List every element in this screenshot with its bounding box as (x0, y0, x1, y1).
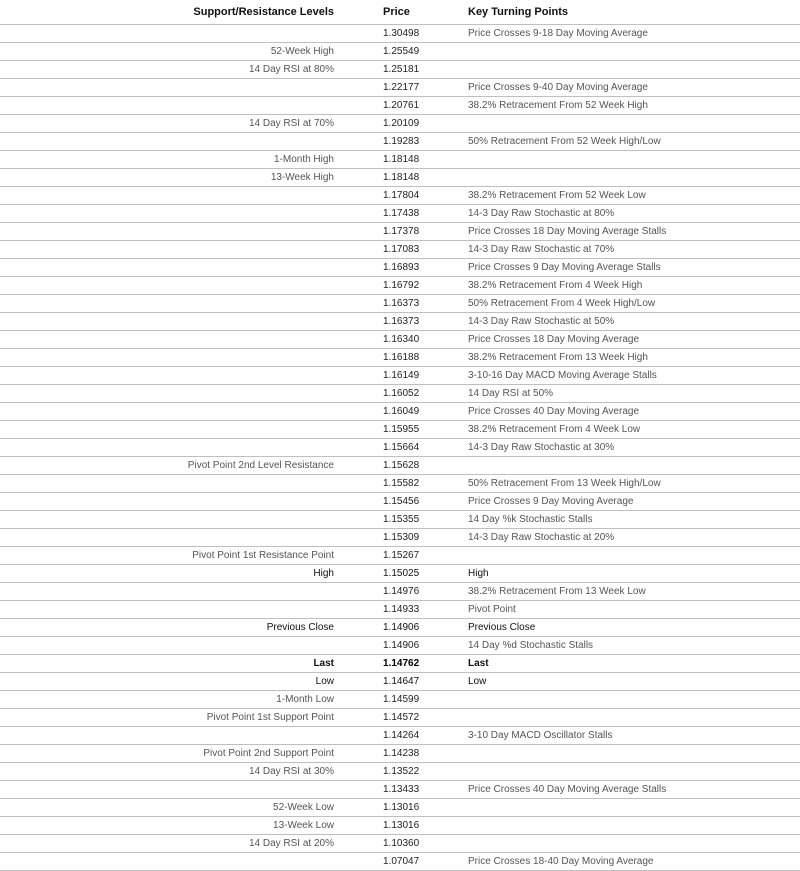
header-price: Price (343, 0, 458, 25)
price-cell: 1.15628 (343, 457, 458, 475)
support-resistance-cell (0, 439, 343, 457)
table-row (0, 457, 800, 475)
table-row (0, 403, 800, 421)
table-row (0, 25, 800, 43)
support-resistance-cell (0, 367, 343, 385)
table-row (0, 439, 800, 457)
key-turning-point-cell: 14-3 Day Raw Stochastic at 20% (458, 529, 800, 547)
support-resistance-cell (0, 313, 343, 331)
table-row (0, 313, 800, 331)
key-turning-point-cell: 50% Retracement From 13 Week High/Low (458, 475, 800, 493)
key-turning-point-cell (458, 835, 800, 853)
price-cell: 1.15456 (343, 493, 458, 511)
support-resistance-cell (0, 853, 343, 871)
support-resistance-cell (0, 187, 343, 205)
price-cell: 1.17083 (343, 241, 458, 259)
key-turning-point-cell: 14 Day %d Stochastic Stalls (458, 637, 800, 655)
table-row (0, 529, 800, 547)
support-resistance-cell (0, 403, 343, 421)
support-resistance-cell (0, 25, 343, 43)
support-resistance-cell (0, 205, 343, 223)
table-row (0, 817, 800, 835)
support-resistance-cell (0, 511, 343, 529)
key-turning-point-cell: 14 Day RSI at 50% (458, 385, 800, 403)
price-cell: 1.15309 (343, 529, 458, 547)
price-cell: 1.14264 (343, 727, 458, 745)
table-row (0, 97, 800, 115)
key-turning-point-cell: 14-3 Day Raw Stochastic at 80% (458, 205, 800, 223)
price-cell: 1.16049 (343, 403, 458, 421)
price-cell: 1.16792 (343, 277, 458, 295)
table-row (0, 853, 800, 871)
price-cell: 1.13433 (343, 781, 458, 799)
key-turning-point-cell: Low (458, 673, 800, 691)
key-turning-point-cell: 14 Day %k Stochastic Stalls (458, 511, 800, 529)
price-cell: 1.18148 (343, 169, 458, 187)
table-row (0, 691, 800, 709)
price-cell: 1.22177 (343, 79, 458, 97)
key-turning-point-cell: 14-3 Day Raw Stochastic at 50% (458, 313, 800, 331)
key-turning-point-cell: Price Crosses 9 Day Moving Average Stalls (458, 259, 800, 277)
price-cell: 1.15582 (343, 475, 458, 493)
header-support-resistance: Support/Resistance Levels (0, 0, 343, 25)
price-cell: 1.25549 (343, 43, 458, 61)
key-turning-point-cell (458, 169, 800, 187)
table-row (0, 133, 800, 151)
table-row (0, 655, 800, 673)
key-turning-point-cell (458, 43, 800, 61)
key-turning-point-cell (458, 691, 800, 709)
table-row (0, 709, 800, 727)
table-row (0, 259, 800, 277)
table-row (0, 745, 800, 763)
price-cell: 1.15955 (343, 421, 458, 439)
price-cell: 1.15664 (343, 439, 458, 457)
table-row (0, 565, 800, 583)
table-row (0, 187, 800, 205)
table-row (0, 277, 800, 295)
support-resistance-cell: High (0, 565, 343, 583)
table-row (0, 241, 800, 259)
price-cell: 1.14762 (343, 655, 458, 673)
key-turning-point-cell (458, 799, 800, 817)
table-row (0, 727, 800, 745)
price-cell: 1.14906 (343, 619, 458, 637)
key-turning-point-cell: 50% Retracement From 52 Week High/Low (458, 133, 800, 151)
key-turning-point-cell: Price Crosses 9-40 Day Moving Average (458, 79, 800, 97)
price-cell: 1.17804 (343, 187, 458, 205)
support-resistance-cell (0, 133, 343, 151)
key-turning-point-cell (458, 709, 800, 727)
key-turning-point-cell: Price Crosses 18 Day Moving Average Stalls (458, 223, 800, 241)
table-row (0, 79, 800, 97)
key-turning-point-cell: 38.2% Retracement From 52 Week Low (458, 187, 800, 205)
table-row (0, 151, 800, 169)
support-resistance-cell (0, 331, 343, 349)
support-resistance-cell (0, 583, 343, 601)
header-key-turning-points: Key Turning Points (458, 0, 800, 25)
table-row (0, 547, 800, 565)
price-cell: 1.16188 (343, 349, 458, 367)
table-row (0, 511, 800, 529)
table-row (0, 583, 800, 601)
price-cell: 1.14976 (343, 583, 458, 601)
support-resistance-cell: 13-Week High (0, 169, 343, 187)
key-turning-point-cell: Price Crosses 9-18 Day Moving Average (458, 25, 800, 43)
table-row (0, 367, 800, 385)
key-turning-point-cell: 38.2% Retracement From 4 Week Low (458, 421, 800, 439)
support-resistance-cell (0, 601, 343, 619)
key-turning-point-cell: Last (458, 655, 800, 673)
price-cell: 1.20109 (343, 115, 458, 133)
support-resistance-cell (0, 349, 343, 367)
table-row (0, 763, 800, 781)
price-cell: 1.14906 (343, 637, 458, 655)
key-turning-point-cell: Price Crosses 18-40 Day Moving Average (458, 853, 800, 871)
key-turning-point-cell: Price Crosses 18 Day Moving Average (458, 331, 800, 349)
support-resistance-cell (0, 493, 343, 511)
support-resistance-cell: 1-Month Low (0, 691, 343, 709)
price-cell: 1.14933 (343, 601, 458, 619)
key-turning-point-cell (458, 547, 800, 565)
price-cell: 1.15267 (343, 547, 458, 565)
table-row (0, 673, 800, 691)
price-cell: 1.14647 (343, 673, 458, 691)
support-resistance-cell: 52-Week Low (0, 799, 343, 817)
support-resistance-cell: Last (0, 655, 343, 673)
key-turning-point-cell: Price Crosses 40 Day Moving Average Stalls (458, 781, 800, 799)
key-turning-point-cell (458, 457, 800, 475)
table-row (0, 637, 800, 655)
table-row (0, 295, 800, 313)
table-row (0, 331, 800, 349)
price-cell: 1.10360 (343, 835, 458, 853)
support-resistance-cell: 13-Week Low (0, 817, 343, 835)
support-resistance-cell: Previous Close (0, 619, 343, 637)
key-turning-point-cell: 38.2% Retracement From 52 Week High (458, 97, 800, 115)
price-cell: 1.17378 (343, 223, 458, 241)
price-cell: 1.16340 (343, 331, 458, 349)
price-cell: 1.16373 (343, 295, 458, 313)
support-resistance-cell (0, 97, 343, 115)
key-turning-point-cell (458, 61, 800, 79)
key-turning-point-cell (458, 151, 800, 169)
support-resistance-cell: Pivot Point 1st Support Point (0, 709, 343, 727)
key-turning-point-cell: Price Crosses 40 Day Moving Average (458, 403, 800, 421)
price-cell: 1.25181 (343, 61, 458, 79)
price-cell: 1.16893 (343, 259, 458, 277)
price-cell: 1.07047 (343, 853, 458, 871)
key-turning-point-cell: Price Crosses 9 Day Moving Average (458, 493, 800, 511)
support-resistance-cell (0, 223, 343, 241)
price-cell: 1.16052 (343, 385, 458, 403)
table-row (0, 799, 800, 817)
support-resistance-cell: Pivot Point 1st Resistance Point (0, 547, 343, 565)
support-resistance-cell (0, 781, 343, 799)
key-turning-point-cell: 38.2% Retracement From 4 Week High (458, 277, 800, 295)
support-resistance-cell (0, 421, 343, 439)
key-turning-point-cell (458, 817, 800, 835)
support-resistance-cell (0, 277, 343, 295)
price-cell: 1.15355 (343, 511, 458, 529)
key-turning-point-cell: 3-10-16 Day MACD Moving Average Stalls (458, 367, 800, 385)
table-row (0, 169, 800, 187)
support-resistance-cell (0, 475, 343, 493)
price-cell: 1.14599 (343, 691, 458, 709)
support-resistance-cell: 14 Day RSI at 70% (0, 115, 343, 133)
support-resistance-cell (0, 529, 343, 547)
table-row (0, 421, 800, 439)
support-resistance-cell: 14 Day RSI at 20% (0, 835, 343, 853)
table-row (0, 385, 800, 403)
table-row (0, 223, 800, 241)
price-cell: 1.19283 (343, 133, 458, 151)
table-row (0, 493, 800, 511)
price-cell: 1.15025 (343, 565, 458, 583)
support-resistance-cell (0, 295, 343, 313)
price-cell: 1.16149 (343, 367, 458, 385)
price-cell: 1.17438 (343, 205, 458, 223)
price-cell: 1.16373 (343, 313, 458, 331)
table-row (0, 43, 800, 61)
key-turning-point-cell: High (458, 565, 800, 583)
price-cell: 1.20761 (343, 97, 458, 115)
price-cell: 1.14238 (343, 745, 458, 763)
key-turning-point-cell: Pivot Point (458, 601, 800, 619)
support-resistance-cell: 14 Day RSI at 80% (0, 61, 343, 79)
table-row (0, 115, 800, 133)
table-row (0, 601, 800, 619)
table-row (0, 205, 800, 223)
key-turning-point-cell: 14-3 Day Raw Stochastic at 70% (458, 241, 800, 259)
price-cell: 1.13522 (343, 763, 458, 781)
key-turning-point-cell (458, 763, 800, 781)
support-resistance-cell (0, 385, 343, 403)
table-row (0, 61, 800, 79)
price-cell: 1.30498 (343, 25, 458, 43)
key-turning-point-cell: 50% Retracement From 4 Week High/Low (458, 295, 800, 313)
support-resistance-cell: 14 Day RSI at 30% (0, 763, 343, 781)
table-row (0, 835, 800, 853)
support-resistance-cell: 52-Week High (0, 43, 343, 61)
table-row (0, 349, 800, 367)
table-body (0, 25, 800, 871)
price-cell: 1.13016 (343, 799, 458, 817)
price-cell: 1.13016 (343, 817, 458, 835)
key-turning-point-cell: 14-3 Day Raw Stochastic at 30% (458, 439, 800, 457)
support-resistance-cell (0, 241, 343, 259)
support-resistance-cell: Low (0, 673, 343, 691)
support-resistance-cell: 1-Month High (0, 151, 343, 169)
price-cell: 1.18148 (343, 151, 458, 169)
key-turning-point-cell: 3-10 Day MACD Oscillator Stalls (458, 727, 800, 745)
support-resistance-cell (0, 79, 343, 97)
support-resistance-cell (0, 259, 343, 277)
key-turning-point-cell: 38.2% Retracement From 13 Week High (458, 349, 800, 367)
table-row (0, 475, 800, 493)
support-resistance-cell (0, 727, 343, 745)
key-turning-point-cell (458, 745, 800, 763)
support-resistance-cell: Pivot Point 2nd Level Resistance (0, 457, 343, 475)
table-row (0, 619, 800, 637)
support-resistance-cell (0, 637, 343, 655)
key-turning-point-cell: 38.2% Retracement From 13 Week Low (458, 583, 800, 601)
key-turning-point-cell (458, 115, 800, 133)
support-resistance-cell: Pivot Point 2nd Support Point (0, 745, 343, 763)
header-row (0, 0, 800, 25)
table-row (0, 781, 800, 799)
price-cell: 1.14572 (343, 709, 458, 727)
key-turning-point-cell: Previous Close (458, 619, 800, 637)
